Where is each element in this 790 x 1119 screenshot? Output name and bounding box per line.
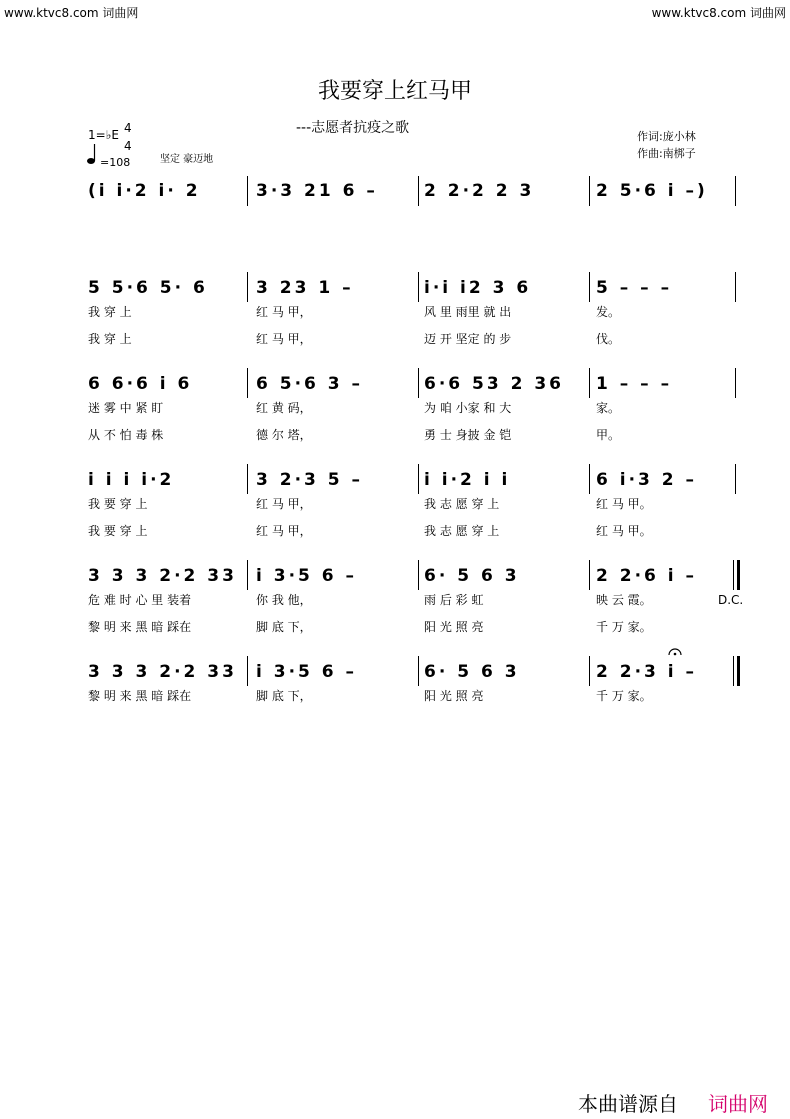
- row4-lyric1-m1: 我 要 穿 上: [88, 497, 148, 511]
- row3-lyric2-m2: 德 尔 塔，: [256, 428, 312, 442]
- row6-lyric1-m4: 千 万 家。: [596, 689, 652, 703]
- row2-lyric1-m4: 发。: [596, 305, 621, 319]
- time-signature-numerator: 4: [124, 121, 132, 135]
- row4-measure2: 3 2·3 5 –: [256, 470, 364, 490]
- row4-measure4: 6 i·3 2 –: [596, 470, 698, 490]
- song-subtitle: ---志愿者抗疫之歌: [296, 120, 410, 136]
- row1-measure2: 3·3 21 6 –: [256, 181, 378, 201]
- row6-lyric1-m1: 黎 明 来 黑 暗 踩在: [88, 689, 192, 703]
- footer-source-text: 本曲谱源自: [578, 1092, 678, 1116]
- footer-brand-link[interactable]: 词曲网: [708, 1092, 768, 1116]
- row5-lyric1-m3: 雨 后 彩 虹: [424, 593, 484, 607]
- fermata-icon: [668, 646, 682, 656]
- row6-measure2: i 3·5 6 –: [256, 662, 358, 682]
- row5-measure4: 2 2·6 i –: [596, 566, 698, 586]
- time-signature-denominator: 4: [124, 139, 132, 153]
- row3-lyric2-m1: 从 不 怕 毒 株: [88, 428, 164, 442]
- row2-lyric1-m3: 风 里 雨里 就 出: [424, 305, 512, 319]
- row4-lyric1-m3: 我 志 愿 穿 上: [424, 497, 500, 511]
- row2-lyric2-m1: 我 穿 上: [88, 332, 132, 346]
- row1-measure4: 2 5·6 i –): [596, 181, 708, 201]
- tempo: =108: [100, 156, 131, 169]
- row4-lyric1-m4: 红 马 甲。: [596, 497, 652, 511]
- row3-measure3: 6·6 53 2 36: [424, 374, 565, 394]
- row5-lyric2-m1: 黎 明 来 黑 暗 踩在: [88, 620, 192, 634]
- expression-mark: 坚定 豪迈地: [160, 154, 214, 165]
- row5-lyric1-m4: 映 云 霞。: [596, 593, 652, 607]
- site-watermark-left: www.ktvc8.com 词曲网: [4, 6, 139, 20]
- row6-lyric1-m2: 脚 底 下，: [256, 689, 312, 703]
- row6-measure1: 3 3 3 2·2 33: [88, 662, 237, 682]
- row3-lyric2-m4: 甲。: [596, 428, 621, 442]
- lyricist: 作词:庞小林: [637, 130, 696, 143]
- composer: 作曲:南梆子: [637, 147, 696, 160]
- row2-lyric1-m1: 我 穿 上: [88, 305, 132, 319]
- song-title: 我要穿上红马甲: [317, 79, 472, 104]
- row4-lyric2-m2: 红 马 甲，: [256, 524, 312, 538]
- row4-measure3: i i·2 i i: [424, 470, 511, 490]
- row3-lyric1-m2: 红 黄 码，: [256, 401, 312, 415]
- row4-measure1: i i i i·2: [88, 470, 175, 490]
- row5-measure1: 3 3 3 2·2 33: [88, 566, 237, 586]
- row6-measure4: 2 2·3 i –: [596, 662, 698, 682]
- row3-measure2: 6 5·6 3 –: [256, 374, 364, 394]
- row5-measure3: 6· 5 6 3: [424, 566, 520, 586]
- key-signature: 1=♭E: [88, 128, 119, 142]
- row5-lyric1-m2: 你 我 他，: [256, 593, 312, 607]
- row5-lyric2-m3: 阳 光 照 亮: [424, 620, 484, 634]
- row2-lyric2-m4: 伐。: [596, 332, 621, 346]
- row3-lyric2-m3: 勇 士 身披 金 铠: [424, 428, 512, 442]
- row2-measure4: 5 – – –: [596, 278, 673, 298]
- quarter-note-icon: [86, 142, 100, 166]
- row4-lyric2-m3: 我 志 愿 穿 上: [424, 524, 500, 538]
- row4-lyric1-m2: 红 马 甲，: [256, 497, 312, 511]
- row5-lyric1-m1: 危 难 时 心 里 装着: [88, 593, 192, 607]
- row3-measure1: 6 6·6 i 6: [88, 374, 193, 394]
- row6-measure3: 6· 5 6 3: [424, 662, 520, 682]
- row2-lyric2-m3: 迈 开 坚定 的 步: [424, 332, 512, 346]
- row5-lyric2-m2: 脚 底 下，: [256, 620, 312, 634]
- row2-measure3: i·i i2 3 6: [424, 278, 532, 298]
- row1-measure1: (i i·2 i· 2: [88, 181, 201, 201]
- row4-lyric2-m4: 红 马 甲。: [596, 524, 652, 538]
- row2-measure2: 3 23 1 –: [256, 278, 354, 298]
- row5-lyric2-m4: 千 万 家。: [596, 620, 652, 634]
- row5-measure2: i 3·5 6 –: [256, 566, 358, 586]
- da-capo-mark: D.C.: [718, 593, 744, 607]
- row3-lyric1-m1: 迷 雾 中 紧 盯: [88, 401, 164, 415]
- row3-lyric1-m3: 为 咱 小家 和 大: [424, 401, 512, 415]
- row3-measure4: 1 – – –: [596, 374, 673, 394]
- row1-measure3: 2 2·2 2 3: [424, 181, 535, 201]
- site-watermark-right: www.ktvc8.com 词曲网: [651, 6, 786, 20]
- row3-lyric1-m4: 家。: [596, 401, 621, 415]
- row6-lyric1-m3: 阳 光 照 亮: [424, 689, 484, 703]
- row2-lyric2-m2: 红 马 甲，: [256, 332, 312, 346]
- row2-measure1: 5 5·6 5· 6: [88, 278, 208, 298]
- row2-lyric1-m2: 红 马 甲，: [256, 305, 312, 319]
- row4-lyric2-m1: 我 要 穿 上: [88, 524, 148, 538]
